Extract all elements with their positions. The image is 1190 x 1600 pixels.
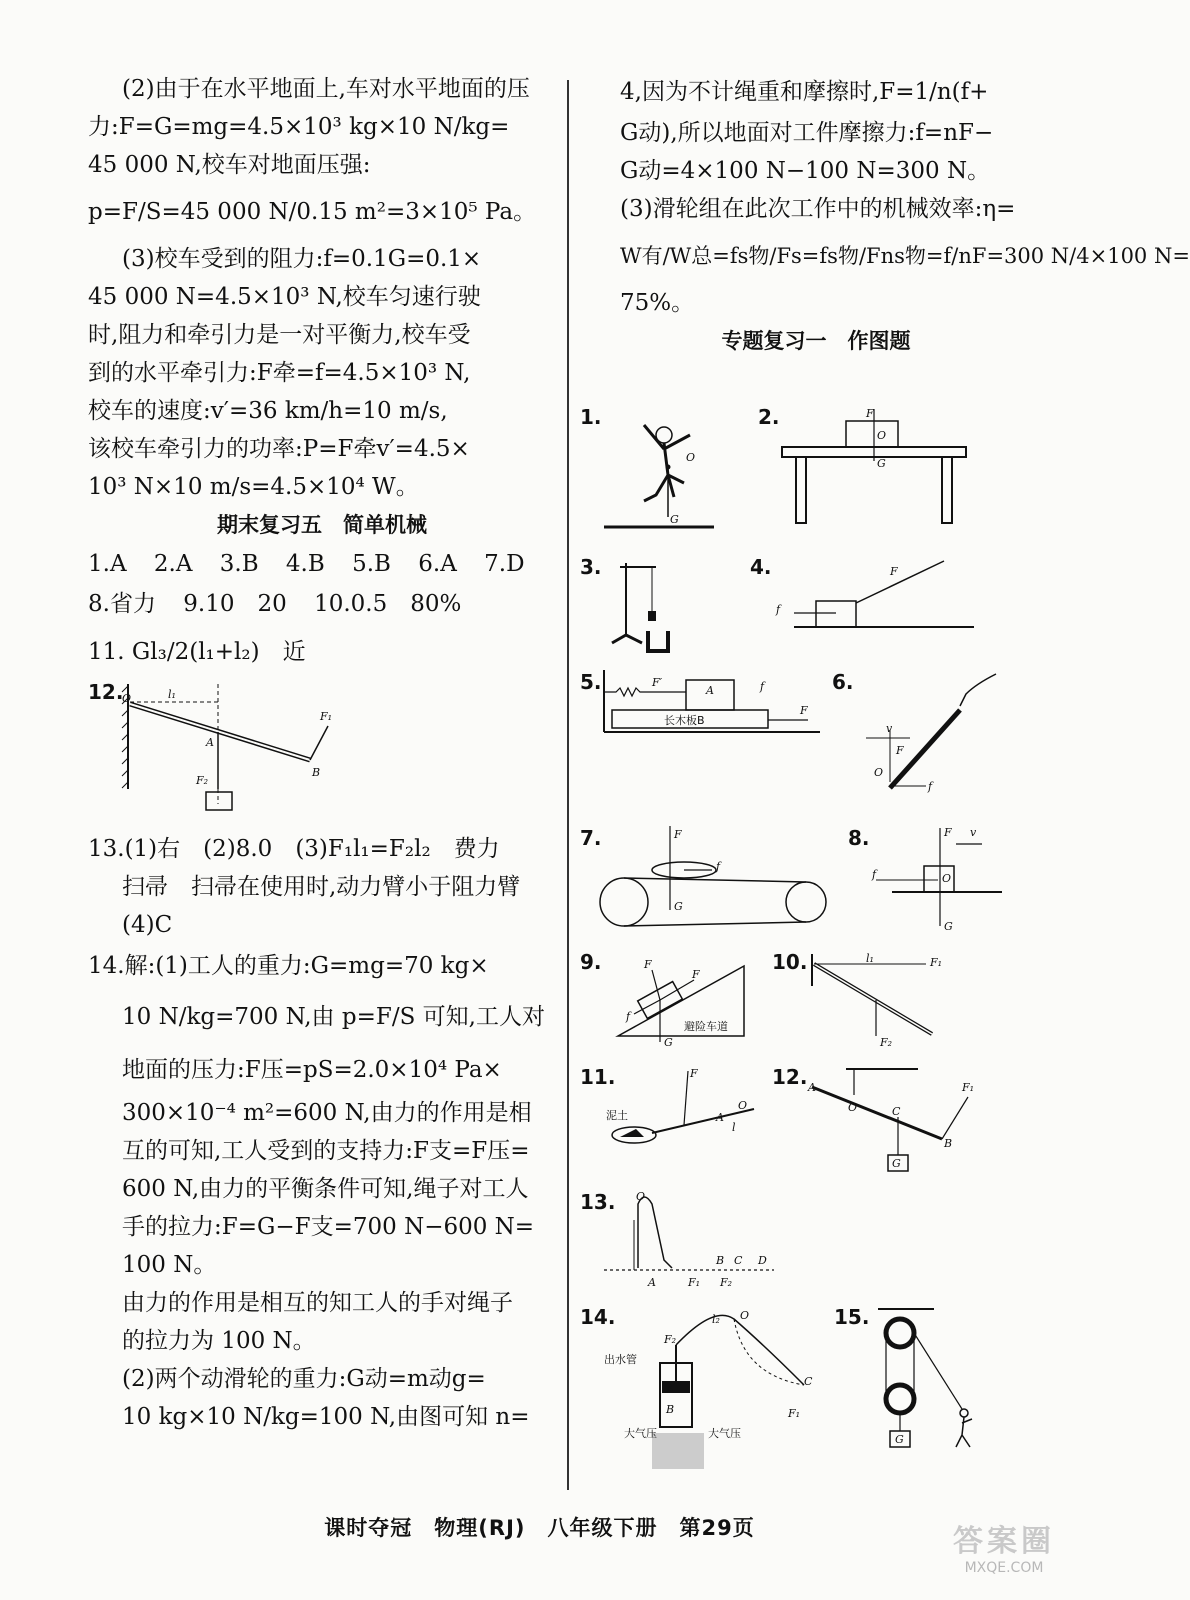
text-line: G动),所以地面对工件摩擦力:f=nF− — [620, 120, 994, 146]
block-on-belt-drawing — [872, 826, 1002, 936]
svg-text:O: O — [636, 1190, 646, 1203]
page-footer: 课时夺冠 物理(RJ) 八年级下册 第29页 — [324, 1516, 755, 1540]
svg-text:O: O — [740, 1309, 750, 1322]
svg-text:F₂: F₂ — [720, 1276, 733, 1289]
figure-number: 11. — [580, 1065, 616, 1089]
text-line: 手的拉力:F=G−F支=700 N−600 N= — [122, 1214, 535, 1240]
svg-text:f: f — [626, 1010, 631, 1023]
figure-number: 6. — [832, 670, 854, 694]
figure-7 — [580, 826, 828, 936]
svg-text:O: O — [738, 1099, 748, 1112]
text-line: (3)校车受到的阻力:f=0.1G=0.1× — [122, 246, 482, 272]
svg-text:G: G — [877, 457, 886, 470]
figure-number: 10. — [772, 950, 808, 974]
text-line: 由力的作用是相互的知工人的手对绳子 — [122, 1290, 513, 1316]
figure-12 — [772, 1065, 1008, 1175]
section-title: 期末复习五 简单机械 — [217, 513, 427, 537]
text-line: (4)C — [122, 912, 173, 938]
text-line: 45 000 N=4.5×10³ N,校车匀速行驶 — [88, 284, 481, 310]
svg-text:A: A — [206, 736, 214, 749]
figure-number: 7. — [580, 826, 602, 850]
text-line: 75%。 — [620, 290, 695, 316]
svg-text:O: O — [877, 429, 887, 442]
svg-text:C: C — [892, 1105, 901, 1118]
text-line: 校车的速度:v′=36 km/h=10 m/s, — [88, 398, 448, 424]
conveyor-belt-drawing — [598, 826, 828, 936]
watermark-url: MXQE.COM — [964, 1560, 1044, 1576]
text-line: 扫帚 扫帚在使用时,动力臂小于阻力臂 — [122, 874, 521, 900]
svg-text:A: A — [716, 1111, 724, 1124]
figure-number: 5. — [580, 670, 602, 694]
text-line: (2)由于在水平地面上,车对水平地面的压 — [122, 76, 530, 102]
svg-text:G: G — [674, 900, 683, 913]
svg-text:O: O — [874, 766, 884, 779]
svg-text:F: F — [944, 826, 952, 839]
svg-text:O: O — [122, 692, 132, 705]
svg-text:G: G — [895, 1433, 904, 1446]
lever-diagram — [122, 684, 422, 834]
svg-text:D: D — [758, 1254, 767, 1267]
figure-11 — [580, 1065, 764, 1155]
svg-text:F: F — [674, 828, 682, 841]
figure-1 — [580, 405, 714, 535]
pulley-system-drawing — [870, 1305, 1000, 1465]
lever-rod-drawing — [808, 950, 988, 1050]
answer-item: 5.B — [352, 551, 391, 577]
svg-text:A: A — [648, 1276, 656, 1289]
figure-6 — [832, 670, 1026, 800]
svg-text:O: O — [686, 451, 696, 464]
text-line: 100 N。 — [122, 1252, 217, 1278]
svg-text:B: B — [716, 1254, 725, 1267]
svg-text:f: f — [928, 780, 933, 793]
board-block-drawing — [600, 670, 820, 740]
svg-text:出水管: 出水管 — [604, 1353, 637, 1366]
svg-text:长木板B: 长木板B — [664, 714, 705, 727]
text-line: 600 N,由力的平衡条件可知,绳子对工人 — [122, 1176, 529, 1202]
balance-lever-drawing — [808, 1065, 1008, 1175]
brush-pen-drawing — [856, 670, 1026, 800]
svg-text:F₁: F₁ — [962, 1081, 975, 1094]
figure-13 — [580, 1190, 804, 1290]
figure-2 — [758, 405, 972, 525]
svg-text:F: F — [800, 704, 808, 717]
svg-text:F₂: F₂ — [664, 1333, 677, 1346]
svg-text:F₂: F₂ — [880, 1036, 893, 1049]
text-line: 力:F=G=mg=4.5×10³ kg×10 N/kg= — [88, 114, 510, 140]
figure-4 — [750, 555, 974, 635]
svg-text:F₂: F₂ — [196, 774, 209, 787]
svg-text:l₁: l₁ — [168, 688, 176, 701]
emergency-ramp-drawing — [604, 950, 774, 1050]
figure-5 — [580, 670, 820, 740]
svg-text:A: A — [706, 684, 714, 697]
svg-text:B: B — [944, 1137, 953, 1150]
svg-text:O: O — [848, 1101, 858, 1114]
svg-text:F′: F′ — [652, 676, 663, 689]
answer-item: 6.A — [418, 551, 457, 577]
figure-number: 13. — [580, 1190, 616, 1214]
svg-text:大气压: 大气压 — [624, 1427, 657, 1440]
svg-text:O: O — [942, 872, 952, 885]
text-line: 时,阻力和牵引力是一对平衡力,校车受 — [88, 322, 471, 348]
answers-row-2 — [88, 584, 556, 624]
left-column — [88, 70, 556, 1436]
water-pump-drawing — [604, 1305, 824, 1475]
svg-text:F₁: F₁ — [788, 1407, 801, 1420]
svg-text:F: F — [690, 1067, 698, 1080]
text-line: 地面的压力:F压=pS=2.0×10⁴ Pa× — [122, 1057, 502, 1083]
text-line: 13.(1)右 (2)8.0 (3)F₁l₁=F₂l₂ 费力 — [88, 836, 500, 862]
long-jumper-drawing — [604, 405, 714, 535]
figure-8 — [848, 826, 1002, 936]
section-title: 专题复习一 作图题 — [721, 329, 911, 353]
figure-14 — [580, 1305, 824, 1475]
svg-text:G: G — [664, 1036, 673, 1049]
text-line: 互的可知,工人受到的支持力:F支=F压= — [122, 1138, 530, 1164]
svg-text:B: B — [312, 766, 321, 779]
svg-text:F: F — [890, 565, 898, 578]
svg-text:l: l — [732, 1121, 736, 1134]
text-line: 300×10⁻⁴ m²=600 N,由力的作用是相 — [122, 1100, 532, 1126]
svg-text:避险车道: 避险车道 — [684, 1020, 728, 1033]
svg-text:f: f — [872, 868, 877, 881]
text-line: 4,因为不计绳重和摩擦时,F=1/n(f+ — [620, 79, 989, 105]
answer-item: 7.D — [484, 551, 525, 577]
svg-text:l₁: l₁ — [866, 952, 874, 965]
figure-number: 4. — [750, 555, 772, 579]
text-line: 10 kg×10 N/kg=100 N,由图可知 n= — [122, 1404, 530, 1430]
figure-10 — [772, 950, 988, 1050]
stand-magnet-drawing — [604, 555, 714, 655]
text-line: 的拉力为 100 N。 — [122, 1328, 316, 1354]
figure-number: 15. — [834, 1305, 870, 1329]
text-line: 14.解:(1)工人的重力:G=mg=70 kg× — [88, 953, 489, 979]
text-line: 10 N/kg=700 N,由 p=F/S 可知,工人对 — [122, 1004, 545, 1030]
text-line: (2)两个动滑轮的重力:G动=m动g= — [122, 1366, 486, 1392]
svg-text:f: f — [776, 603, 781, 616]
svg-text:F₁: F₁ — [688, 1276, 701, 1289]
answer-item: 2.A — [153, 551, 193, 577]
svg-text:v: v — [886, 722, 893, 735]
figure-9 — [580, 950, 774, 1050]
shovel-drawing — [604, 1065, 764, 1155]
figure-number: 9. — [580, 950, 602, 974]
figure-15 — [834, 1305, 1000, 1465]
desk-roll-drawing — [782, 405, 972, 525]
figure-3 — [580, 555, 714, 655]
pull-block-drawing — [774, 555, 974, 635]
svg-text:v: v — [970, 826, 977, 839]
answer-item: 1.A — [88, 551, 127, 577]
text-line: (3)滑轮组在此次工作中的机械效率:η= — [620, 196, 1016, 222]
figure-number: 8. — [848, 826, 870, 850]
text-line: 到的水平牵引力:F牵=f=4.5×10³ N, — [88, 360, 471, 386]
answer-item: 9.10 20 — [183, 591, 287, 617]
svg-text:l₂: l₂ — [712, 1313, 720, 1326]
svg-text:B: B — [666, 1403, 675, 1416]
text-line: 45 000 N,校车对地面压强: — [88, 152, 371, 178]
q11-answer: 11. Gl₃/2(l₁+l₂) 近 — [88, 639, 306, 665]
svg-text:泥土: 泥土 — [606, 1109, 628, 1122]
figure-number: 2. — [758, 405, 780, 429]
svg-text:F: F — [644, 958, 652, 971]
text-line: p=F/S=45 000 N/0.15 m²=3×10⁵ Pa。 — [88, 199, 537, 225]
watermark — [953, 1516, 1055, 1576]
text-line: G动=4×100 N−100 N=300 N。 — [620, 158, 991, 184]
crane-drawing — [604, 1190, 804, 1290]
answer-item: 10.0.5 80% — [314, 591, 462, 617]
figure-number: 1. — [580, 405, 602, 429]
svg-text:G: G — [944, 920, 953, 933]
q12-number: 12. — [88, 680, 124, 704]
svg-text:F: F — [692, 968, 700, 981]
text-line: 10³ N×10 m/s=4.5×10⁴ W。 — [88, 474, 419, 500]
figure-number: 3. — [580, 555, 602, 579]
figure-number: 14. — [580, 1305, 616, 1329]
svg-text:F₁: F₁ — [320, 710, 333, 723]
svg-text:大气压: 大气压 — [708, 1427, 741, 1440]
svg-text:F₁: F₁ — [930, 956, 943, 969]
text-line: 该校车牵引力的功率:P=F牵v′=4.5× — [88, 436, 470, 462]
svg-text:A: A — [808, 1081, 816, 1094]
watermark-logo-text: 答案圈 — [953, 1524, 1055, 1559]
answers-row-1 — [88, 544, 556, 584]
text-line: W有/W总=fs物/Fs=fs物/Fns物=f/nF=300 N/4×100 N= — [620, 244, 1190, 268]
q12-figure — [88, 680, 556, 830]
answer-item: 4.B — [285, 551, 325, 577]
svg-text:F: F — [866, 407, 874, 420]
svg-text:C: C — [734, 1254, 743, 1267]
svg-text:f: f — [760, 680, 765, 693]
answer-item: 8.省力 — [88, 591, 156, 617]
svg-text:G: G — [892, 1157, 901, 1170]
svg-text:f: f — [716, 860, 721, 873]
right-column — [586, 70, 1190, 360]
figure-number: 12. — [772, 1065, 808, 1089]
column-divider — [567, 80, 569, 1490]
svg-text:G: G — [670, 513, 679, 526]
answer-item: 3.B — [219, 551, 259, 577]
svg-text:A: A — [666, 1383, 674, 1396]
svg-text:F: F — [896, 744, 904, 757]
svg-text:C: C — [804, 1375, 813, 1388]
